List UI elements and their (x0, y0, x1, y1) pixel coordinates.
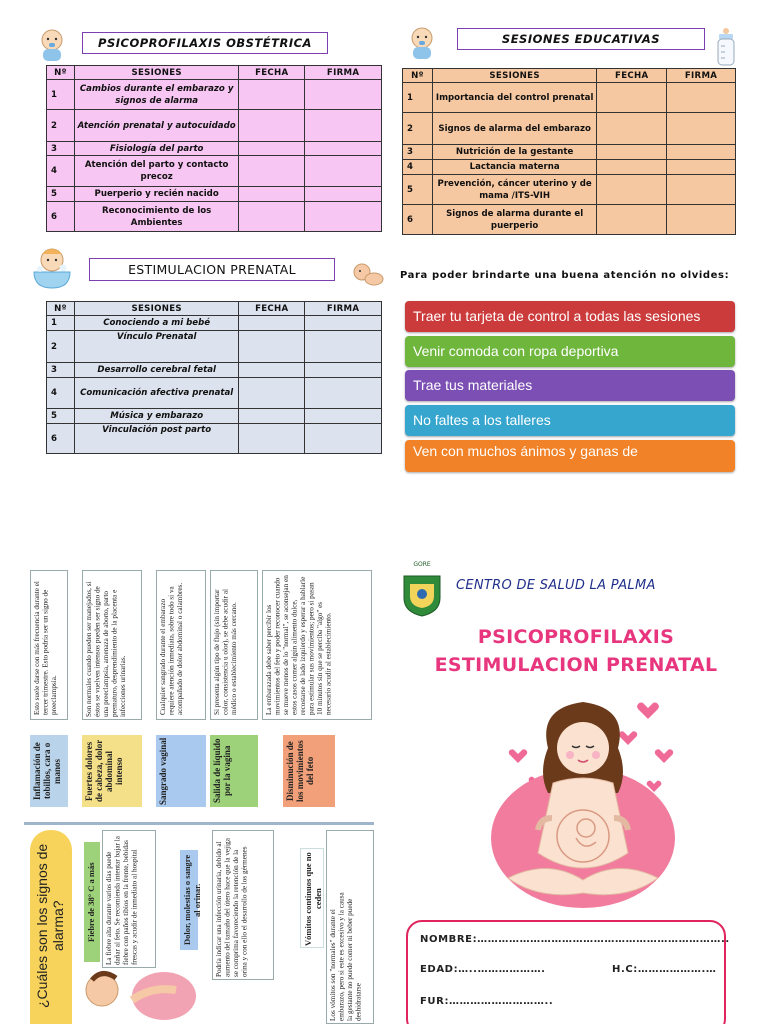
session-name: Vinculación post parto (74, 424, 238, 454)
session-name: Música y embarazo (74, 409, 238, 424)
firma-cell[interactable] (305, 187, 382, 202)
firma-cell[interactable] (305, 142, 382, 156)
info-card (212, 830, 274, 980)
reminder-item: Venir comoda con ropa deportiva (405, 336, 735, 367)
row-number: 5 (47, 187, 75, 202)
logo-label: GORE (413, 561, 431, 568)
firma-cell[interactable] (305, 202, 382, 232)
info-card (156, 570, 206, 720)
fecha-cell[interactable] (239, 316, 305, 331)
table-row (47, 424, 382, 454)
estimulacion-table (46, 301, 382, 454)
gore-logo (400, 561, 444, 618)
firma-cell[interactable] (305, 378, 382, 409)
fecha-cell[interactable] (239, 378, 305, 409)
label-text: Fiebre de 38° C a más (86, 862, 96, 942)
section-title-obstetrica: PSICOPROFILAXIS OBSTÉTRICA (82, 32, 328, 54)
session-name: Vínculo Prenatal (74, 331, 238, 363)
firma-cell[interactable] (305, 363, 382, 378)
row-number: 1 (403, 83, 433, 113)
fecha-cell[interactable] (597, 205, 667, 235)
info-text: Esto suele darse con más frecuencia durante el tercer trimestre. Esto podría ser un signo de preeclampsia. (33, 581, 58, 715)
table-row (47, 187, 382, 202)
fecha-cell[interactable] (597, 160, 667, 175)
fecha-cell[interactable] (239, 331, 305, 363)
row-number: 4 (47, 156, 75, 187)
label-card (84, 842, 100, 962)
row-number: 2 (47, 110, 75, 142)
session-name: Desarrollo cerebral fetal (74, 363, 238, 378)
col-header: FECHA (239, 66, 305, 80)
firma-cell[interactable] (667, 145, 736, 160)
label-text: Sangrado vaginal (158, 737, 168, 805)
label-text: Disminución de los movimientos del feto (285, 740, 315, 802)
table-row (47, 316, 382, 331)
fecha-cell[interactable] (239, 110, 305, 142)
nombre-field[interactable]: NOMBRE:…………………………………………………………….. (420, 934, 730, 945)
baby-bottle-icon (714, 28, 738, 70)
fecha-cell[interactable] (597, 145, 667, 160)
cover-title-line1: PSICOPROFILAXIS (477, 626, 675, 648)
crawling-baby-icon (352, 262, 384, 292)
fecha-cell[interactable] (597, 175, 667, 205)
session-name: Prevención, cáncer uterino y de mama /ITS-VIH (432, 175, 596, 205)
row-number: 6 (403, 205, 433, 235)
label-card (30, 735, 68, 807)
info-text: Son normales cuando pueden ser manejados, si éstos se vuelven intensos pueden ser signo de una preeclampsia, amenaza de aborto, parto prematuro, desprendimiento de la placenta e infecciones urinarias. (85, 581, 127, 717)
table-row (403, 145, 736, 160)
col-header: SESIONES (74, 302, 238, 316)
question-text: ¿Cuáles son los signos de alarma? (34, 843, 66, 1009)
table-row (47, 202, 382, 232)
meditating-mother-illustration (478, 688, 688, 917)
table-row (47, 80, 382, 110)
col-header: Nº (403, 69, 433, 83)
table-row (403, 175, 736, 205)
info-text: Si presenta algún tipo de flujo (sin importar color, consistencia u olor), se debe acudir al médico o establecimiento más cercano. (213, 588, 238, 715)
col-header: FIRMA (305, 302, 382, 316)
table-row (47, 142, 382, 156)
fecha-cell[interactable] (239, 409, 305, 424)
table-row (403, 205, 736, 235)
reminder-item: Trae tus materiales (405, 370, 735, 401)
session-name: Conociendo a mi bebé (74, 316, 238, 331)
reminder-text: Ven con muchos ánimos y ganas de (413, 443, 638, 459)
edad-field[interactable]: EDAD:…..………………. (420, 964, 546, 975)
info-text: Los vómitos son "normales" durante el embarazo, pero si este es excesivo y la causa la gestante no puede comer ni beber puede deshidratarse (329, 892, 363, 1021)
label-card (210, 735, 258, 807)
session-name: Cambios durante el embarazo y signos de alarma (74, 80, 238, 110)
firma-cell[interactable] (305, 80, 382, 110)
label-card (300, 848, 324, 948)
info-text: Cualquier sangrado durante el embarazo requiere atención inmediata, sobre todo si va acompañado de dolor abdominal o calambres. (159, 582, 184, 715)
row-number: 5 (403, 175, 433, 205)
label-text: Vómitos continuos que no ceden (303, 852, 323, 946)
row-number: 3 (403, 145, 433, 160)
session-name: Atención del parto y contacto precoz (74, 156, 238, 187)
table-row (47, 156, 382, 187)
firma-cell[interactable] (667, 113, 736, 145)
info-card (102, 830, 156, 968)
label-card (283, 735, 335, 807)
col-header: FECHA (239, 302, 305, 316)
label-text: Fuertes dolores de cabeza, dolor abdominal intenso (84, 739, 124, 803)
baby-icon (36, 28, 68, 66)
health-center-name: CENTRO DE SALUD LA PALMA (456, 578, 656, 593)
firma-cell[interactable] (667, 175, 736, 205)
row-number: 1 (47, 316, 75, 331)
fecha-cell[interactable] (239, 142, 305, 156)
info-card (262, 570, 372, 720)
session-name: Fisiología del parto (74, 142, 238, 156)
label-card (156, 735, 206, 807)
table-row (47, 331, 382, 363)
session-name: Signos de alarma del embarazo (432, 113, 596, 145)
fecha-cell[interactable] (597, 83, 667, 113)
table-row (47, 363, 382, 378)
firma-cell[interactable] (305, 156, 382, 187)
info-card (30, 570, 68, 720)
session-name: Atención prenatal y autocuidado (74, 110, 238, 142)
fecha-cell[interactable] (239, 202, 305, 232)
firma-cell[interactable] (305, 424, 382, 454)
col-header: FIRMA (667, 69, 736, 83)
row-number: 2 (403, 113, 433, 145)
patient-form (406, 920, 730, 1024)
fur-field[interactable]: FUR:……………………….. (420, 996, 554, 1007)
firma-cell[interactable] (305, 110, 382, 142)
info-card (210, 570, 258, 720)
fecha-cell[interactable] (239, 424, 305, 454)
fecha-cell[interactable] (597, 113, 667, 145)
session-name: Puerperio y recién nacido (74, 187, 238, 202)
reminders-title: Para poder brindarte una buena atención no olvides: (400, 270, 730, 281)
col-header: FECHA (597, 69, 667, 83)
baby-bath-icon (30, 244, 74, 294)
col-header: FIRMA (305, 66, 382, 80)
table-row (47, 110, 382, 142)
info-card (82, 570, 142, 720)
table-row (403, 113, 736, 145)
firma-cell[interactable] (305, 331, 382, 363)
reminder-item (405, 440, 735, 472)
info-text: La fiebre alta durante varios días puede dañar al feto. Se recomienda intentar bajar la fiebre con paños tibios en la frente, bebidas frescas y acudir de inmediato al hospital (105, 836, 139, 965)
table-row (47, 378, 382, 409)
row-number: 4 (403, 160, 433, 175)
row-number: 5 (47, 409, 75, 424)
col-header: Nº (47, 66, 75, 80)
fecha-cell[interactable] (239, 156, 305, 187)
fecha-cell[interactable] (239, 363, 305, 378)
baby-icon (406, 26, 438, 64)
firma-cell[interactable] (667, 160, 736, 175)
table-row (403, 83, 736, 113)
label-text: Inflamación de tobillos, cara o manos (32, 742, 62, 800)
firma-cell[interactable] (305, 316, 382, 331)
session-name: Nutrición de la gestante (432, 145, 596, 160)
col-header: SESIONES (432, 69, 596, 83)
label-card (180, 850, 202, 950)
firma-cell[interactable] (305, 409, 382, 424)
row-number: 4 (47, 378, 75, 409)
label-text: Salida de líquido por la vagina (212, 738, 232, 804)
section-title-estimulacion: ESTIMULACION PRENATAL (89, 258, 335, 281)
col-header: Nº (47, 302, 75, 316)
alarm-question-banner (30, 830, 72, 1024)
row-number: 3 (47, 363, 75, 378)
pregnant-illustration (72, 960, 202, 1024)
row-number: 3 (47, 142, 75, 156)
educativas-table (402, 68, 736, 235)
label-text: Dolor, molestias o sangre al orinar. (182, 854, 202, 946)
info-text: La embarazada debe saber percibir los movimientos del feto y poder reconocer cuando se mueve menos de lo "normal", se aconsejan en estos casos comer algún alimento dulce, recostarse de lado izquierdo y esperar a hablarle para estimular sus movimientos; pero si pasan 10 minutos sin que se perciba "algo" es necesario acudir al establecimiento. (265, 575, 333, 715)
session-name: Comunicación afectiva prenatal (74, 378, 238, 409)
fecha-cell[interactable] (239, 80, 305, 110)
cover-title-line2: ESTIMULACION PRENATAL (434, 654, 718, 676)
info-card (326, 830, 374, 1024)
reminder-item: Traer tu tarjeta de control a todas las sesiones (405, 301, 735, 332)
row-number: 1 (47, 80, 75, 110)
session-name: Importancia del control prenatal (432, 83, 596, 113)
firma-cell[interactable] (667, 83, 736, 113)
row-number: 6 (47, 202, 75, 232)
session-name: Lactancia materna (432, 160, 596, 175)
session-name: Signos de alarma durante el puerperio (432, 205, 596, 235)
divider (24, 822, 374, 825)
reminder-item: No faltes a los talleres (405, 405, 735, 436)
hc-field[interactable]: H.C:……………….… (612, 964, 717, 975)
obstetrica-table (46, 65, 382, 232)
section-title-educativas: SESIONES EDUCATIVAS (457, 28, 705, 50)
session-name: Reconocimiento de los Ambientes (74, 202, 238, 232)
row-number: 6 (47, 424, 75, 454)
table-row (47, 409, 382, 424)
info-text: Podría indicar una infección urinaria, debido al aumento del tamaño del útero hace que la vejiga se comprima favoreciendo la retención de la orina y con ello el desarrollo de los gérmenes (215, 838, 249, 977)
row-number: 2 (47, 331, 75, 363)
col-header: SESIONES (74, 66, 238, 80)
label-card (82, 735, 142, 807)
firma-cell[interactable] (667, 205, 736, 235)
fecha-cell[interactable] (239, 187, 305, 202)
table-row (403, 160, 736, 175)
